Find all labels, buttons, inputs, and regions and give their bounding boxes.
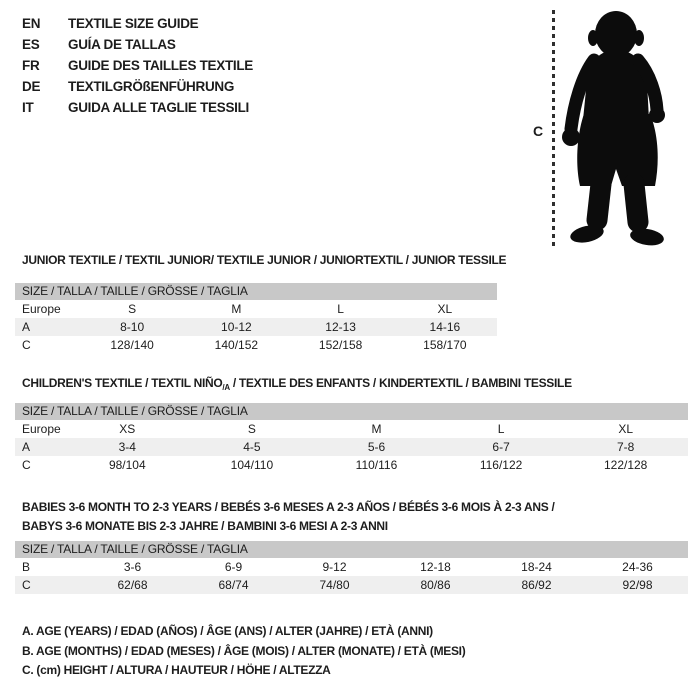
footnote-b: B. AGE (MONTHS) / EDAD (MESES) / ÂGE (MOIS) / ALTER (MONATE) / ETÀ (MESI) (22, 643, 466, 658)
age-cell: 3-4 (118, 440, 136, 454)
height-cell: 128/140 (110, 338, 154, 352)
language-code: FR (22, 58, 40, 73)
table-row-height (15, 456, 688, 474)
size-header-row: SIZE / TALLA / TAILLE / GRÖSSE / TAGLIA (15, 283, 497, 300)
row-label: C (22, 578, 31, 592)
table-row-age (15, 438, 688, 456)
size-cell: XL (618, 422, 634, 436)
months-cell: 12-18 (420, 560, 451, 574)
height-cell: 110/116 (355, 458, 398, 472)
age-cell: 12-13 (325, 320, 356, 334)
row-label: C (22, 338, 31, 352)
age-cell: 6-7 (492, 440, 510, 454)
height-measure-label: C (533, 123, 544, 139)
babies-title-line1: BABIES 3-6 MONTH TO 2-3 YEARS / BEBÉS 3-6 MESES A 2-3 AÑOS / BÉBÉS 3-6 MOIS À 2-3 ANS / (22, 500, 555, 514)
table-row-europe (15, 300, 497, 318)
size-cell: S (128, 302, 137, 316)
height-cell: 86/92 (521, 578, 552, 592)
children-title-suffix: / TEXTILE DES ENFANTS / KINDERTEXTIL / BAMBINI TESSILE (229, 376, 572, 390)
size-header-row: SIZE / TALLA / TAILLE / GRÖSSE / TAGLIA (15, 541, 688, 558)
footnotes (22, 622, 465, 681)
size-cell: XS (119, 422, 136, 436)
babies-table-title (22, 498, 554, 536)
language-label: GUIDA ALLE TAGLIE TESSILI (68, 100, 249, 115)
age-cell: 5-6 (367, 440, 386, 454)
height-cell: 74/80 (319, 578, 350, 592)
months-cell: 6-9 (224, 560, 243, 574)
months-cell: 18-24 (521, 560, 552, 574)
language-row-en (22, 13, 253, 34)
language-code: ES (22, 37, 40, 52)
language-code: IT (22, 100, 34, 115)
language-row-es (22, 34, 253, 55)
height-measure-dashed-line (552, 10, 555, 246)
footnote-a: A. AGE (YEARS) / EDAD (AÑOS) / ÂGE (ANS) / ALTER (JAHRE) / ETÀ (ANNI) (22, 624, 433, 638)
months-cell: 3-6 (123, 560, 142, 574)
language-row-it (22, 97, 253, 118)
height-cell: 104/110 (230, 458, 274, 472)
language-row-fr (22, 55, 253, 76)
children-table-title (22, 374, 572, 397)
language-label: GUIDE DES TAILLES TEXTILE (68, 58, 254, 73)
height-cell: 140/152 (214, 338, 259, 352)
size-cell: L (337, 302, 344, 316)
height-cell: 80/86 (420, 578, 451, 592)
children-size-table (15, 403, 688, 474)
language-label: GUÍA DE TALLAS (68, 37, 176, 52)
row-label: B (22, 560, 31, 574)
table-row-height (15, 336, 497, 354)
height-cell: 92/98 (622, 578, 653, 592)
height-cell: 68/74 (218, 578, 249, 592)
size-header-row: SIZE / TALLA / TAILLE / GRÖSSE / TAGLIA (15, 403, 688, 420)
language-code: EN (22, 16, 41, 31)
age-cell: 7-8 (617, 440, 635, 454)
row-label: Europe (22, 422, 61, 436)
height-cell: 122/128 (603, 458, 648, 472)
age-cell: 14-16 (429, 320, 461, 334)
language-label: TEXTILGRÖßENFÜHRUNG (68, 79, 235, 94)
language-label: TEXTILE SIZE GUIDE (68, 16, 199, 31)
language-code: DE (22, 79, 41, 94)
row-label: A (22, 320, 31, 334)
height-cell: 116/122 (479, 458, 523, 472)
height-cell: 98/104 (108, 458, 146, 472)
table-row-height (15, 576, 688, 594)
toddler-silhouette-icon (558, 8, 695, 248)
language-list (22, 13, 253, 118)
footnote-c: C. (cm) HEIGHT / ALTURA / HAUTEUR / HÖHE / ALTEZZA (22, 663, 331, 677)
size-cell: M (371, 422, 382, 436)
height-cell: 152/158 (318, 338, 363, 352)
table-row-months (15, 558, 688, 576)
language-row-de (22, 76, 253, 97)
babies-title-line2: BABYS 3-6 MONATE BIS 2-3 JAHRE / BAMBINI 3-6 MESI A 2-3 ANNI (22, 519, 388, 533)
age-cell: 4-5 (243, 440, 261, 454)
size-cell: S (247, 422, 256, 436)
age-cell: 8-10 (120, 320, 145, 334)
table-row-europe (15, 420, 688, 438)
row-label: A (22, 440, 31, 454)
children-title-prefix: CHILDREN'S TEXTILE / TEXTIL NIÑO (22, 376, 223, 390)
junior-table-title: JUNIOR TEXTILE / TEXTIL JUNIOR/ TEXTILE JUNIOR / JUNIORTEXTIL / JUNIOR TESSILE (22, 253, 507, 267)
table-row-age (15, 318, 497, 336)
age-cell: 10-12 (221, 320, 252, 334)
babies-size-table (15, 541, 688, 594)
row-label: C (22, 458, 31, 472)
children-title-subscript: /A (222, 383, 230, 392)
height-cell: 62/68 (117, 578, 148, 592)
size-cell: M (231, 302, 242, 316)
size-cell: XL (437, 302, 453, 316)
junior-size-table (15, 283, 497, 354)
months-cell: 9-12 (322, 560, 347, 574)
row-label: Europe (22, 302, 61, 316)
months-cell: 24-36 (622, 560, 653, 574)
height-cell: 158/170 (423, 338, 467, 352)
size-cell: L (497, 422, 505, 436)
